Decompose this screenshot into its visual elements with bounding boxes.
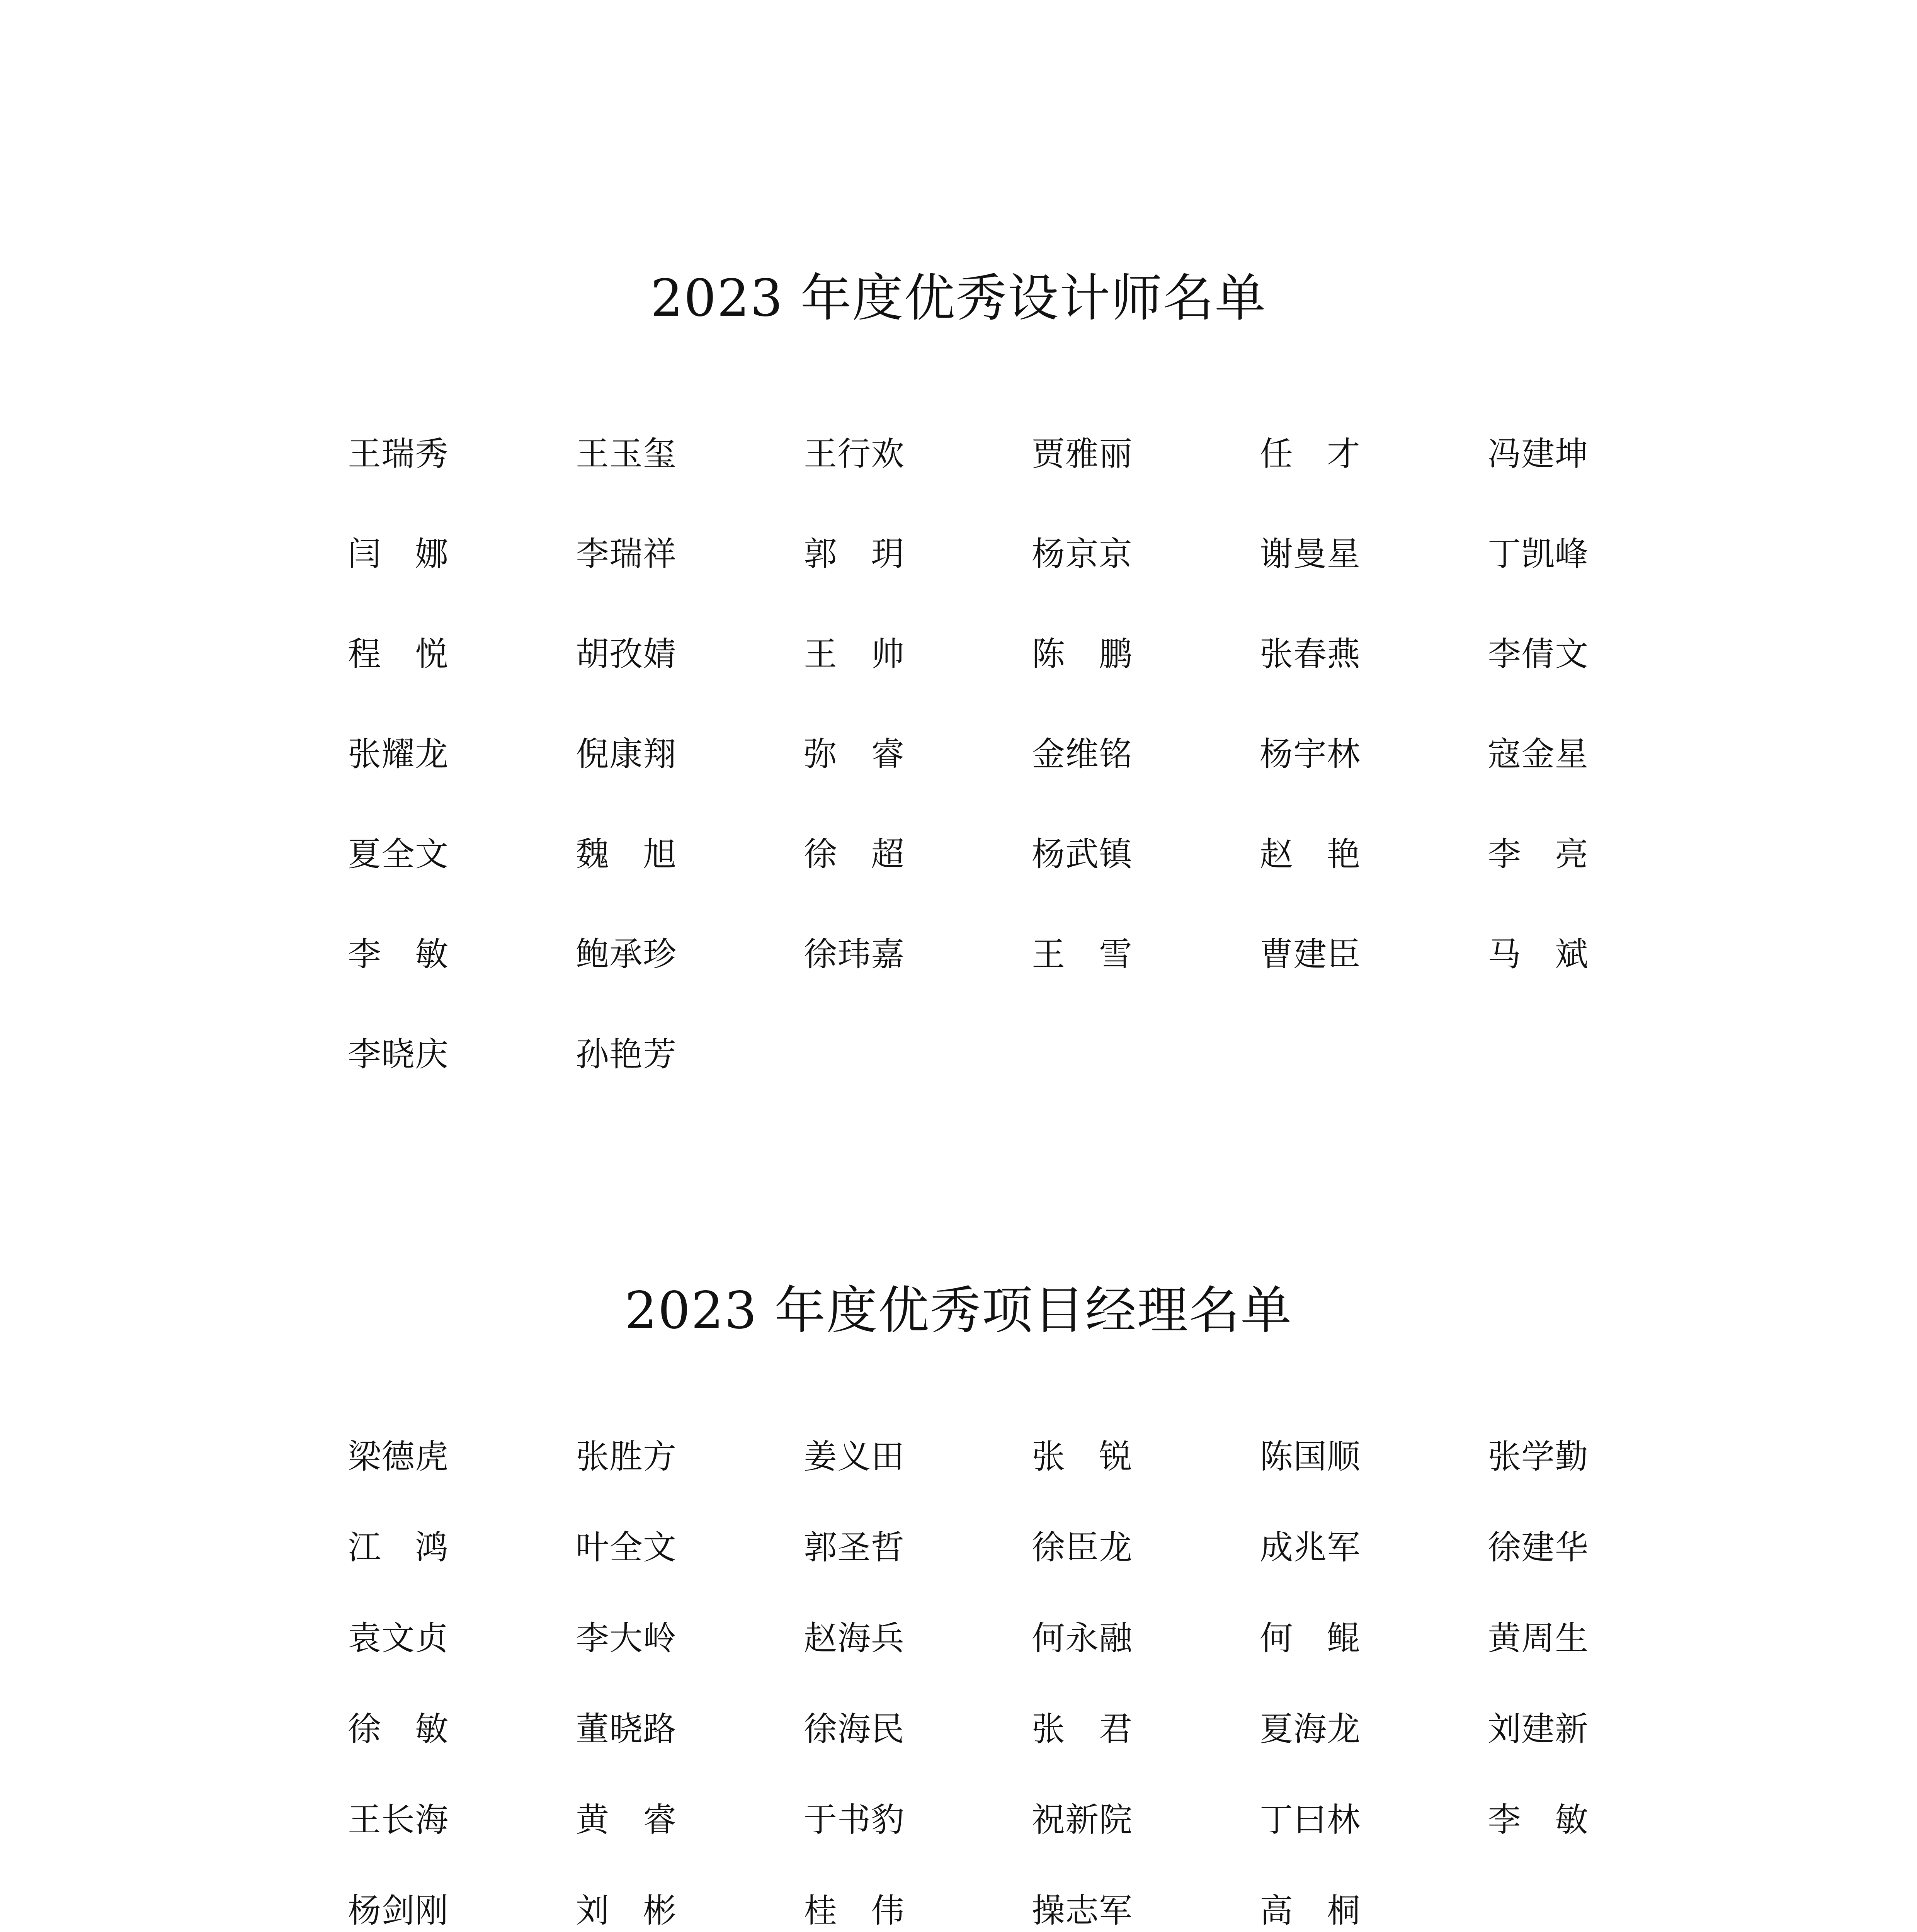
project-manager-name: 徐臣龙 [1032, 1528, 1133, 1567]
project-manager-name: 郭圣哲 [804, 1528, 905, 1567]
designer-name: 王 帅 [804, 635, 905, 673]
project-manager-name: 张 君 [1032, 1710, 1133, 1748]
designer-name: 贾雅丽 [1032, 435, 1133, 473]
designer-name: 夏全文 [348, 835, 449, 874]
designer-name: 王行欢 [804, 435, 905, 473]
project-manager-name: 黄 睿 [576, 1801, 677, 1839]
designer-name: 曹建臣 [1260, 935, 1361, 974]
designer-name: 孙艳芳 [576, 1035, 677, 1074]
project-manager-name: 祝新院 [1032, 1801, 1133, 1839]
project-manager-name: 叶全文 [576, 1528, 677, 1567]
designer-name: 王瑞秀 [348, 435, 449, 473]
designer-name: 李晓庆 [348, 1035, 449, 1074]
designer-name: 李倩文 [1488, 635, 1589, 673]
designer-name: 杨宇林 [1260, 735, 1361, 774]
designer-name: 马 斌 [1488, 935, 1589, 974]
project-manager-name: 徐海民 [804, 1710, 905, 1748]
designer-name: 胡孜婧 [576, 635, 677, 673]
designer-name: 杨武镇 [1032, 835, 1133, 874]
project-manager-name: 梁德虎 [348, 1437, 449, 1476]
project-manager-name: 李大岭 [576, 1619, 677, 1658]
designer-name: 李瑞祥 [576, 535, 677, 573]
designers-name-grid [348, 433, 1604, 1133]
project-manager-name: 王长海 [348, 1801, 449, 1839]
project-manager-name: 陈国顺 [1260, 1437, 1361, 1476]
project-manager-name: 何永融 [1032, 1619, 1133, 1658]
project-manager-name: 刘 彬 [576, 1891, 677, 1930]
project-manager-name: 于书豹 [804, 1801, 905, 1839]
project-manager-name: 桂 伟 [804, 1891, 905, 1930]
project-manager-name: 杨剑刚 [348, 1891, 449, 1930]
designer-name: 程 悦 [348, 635, 449, 673]
project-manager-name: 张学勤 [1488, 1437, 1589, 1476]
project-manager-name: 操志军 [1032, 1891, 1133, 1930]
project-manager-name: 姜义田 [804, 1437, 905, 1476]
designer-name: 任 才 [1260, 435, 1361, 473]
designer-name: 谢曼星 [1260, 535, 1361, 573]
project-manager-name: 成兆军 [1260, 1528, 1361, 1567]
designer-name: 徐玮嘉 [804, 935, 905, 974]
project-manager-name: 江 鸿 [348, 1528, 449, 1567]
project-manager-name: 徐建华 [1488, 1528, 1589, 1567]
project-manager-name: 袁文贞 [348, 1619, 449, 1658]
project-manager-name: 刘建新 [1488, 1710, 1589, 1748]
designer-name: 赵 艳 [1260, 835, 1361, 874]
designer-name: 徐 超 [804, 835, 905, 874]
designer-name: 王玉玺 [576, 435, 677, 473]
designer-name: 张耀龙 [348, 735, 449, 774]
project-manager-name: 黄周生 [1488, 1619, 1589, 1658]
designer-name: 李 敏 [348, 935, 449, 974]
designer-name: 弥 睿 [804, 735, 905, 774]
designer-name: 陈 鹏 [1032, 635, 1133, 673]
designer-name: 鲍承珍 [576, 935, 677, 974]
designer-name: 魏 旭 [576, 835, 677, 874]
project-manager-name: 赵海兵 [804, 1619, 905, 1658]
designer-name: 李 亮 [1488, 835, 1589, 874]
designer-name: 丁凯峰 [1488, 535, 1589, 573]
project-manager-name: 丁曰林 [1260, 1801, 1361, 1839]
designer-name: 张春燕 [1260, 635, 1361, 673]
designer-name: 闫 娜 [348, 535, 449, 573]
project-managers-name-grid [348, 1435, 1604, 1932]
designers-list-title: 2023 年度优秀设计师名单 [650, 269, 1267, 328]
project-manager-name: 张胜方 [576, 1437, 677, 1476]
project-managers-list-title: 2023 年度优秀项目经理名单 [624, 1281, 1293, 1340]
project-manager-name: 夏海龙 [1260, 1710, 1361, 1748]
designer-name: 杨京京 [1032, 535, 1133, 573]
project-manager-name: 张 锐 [1032, 1437, 1133, 1476]
designer-name: 金维铭 [1032, 735, 1133, 774]
designer-name: 倪康翔 [576, 735, 677, 774]
designer-name: 郭 玥 [804, 535, 905, 573]
project-manager-name: 徐 敏 [348, 1710, 449, 1748]
project-manager-name: 高 桐 [1260, 1891, 1361, 1930]
designer-name: 冯建坤 [1488, 435, 1589, 473]
project-manager-name: 何 鲲 [1260, 1619, 1361, 1658]
project-manager-name: 董晓路 [576, 1710, 677, 1748]
designer-name: 王 雪 [1032, 935, 1133, 974]
project-manager-name: 李 敏 [1488, 1801, 1589, 1839]
designer-name: 寇金星 [1488, 735, 1589, 774]
